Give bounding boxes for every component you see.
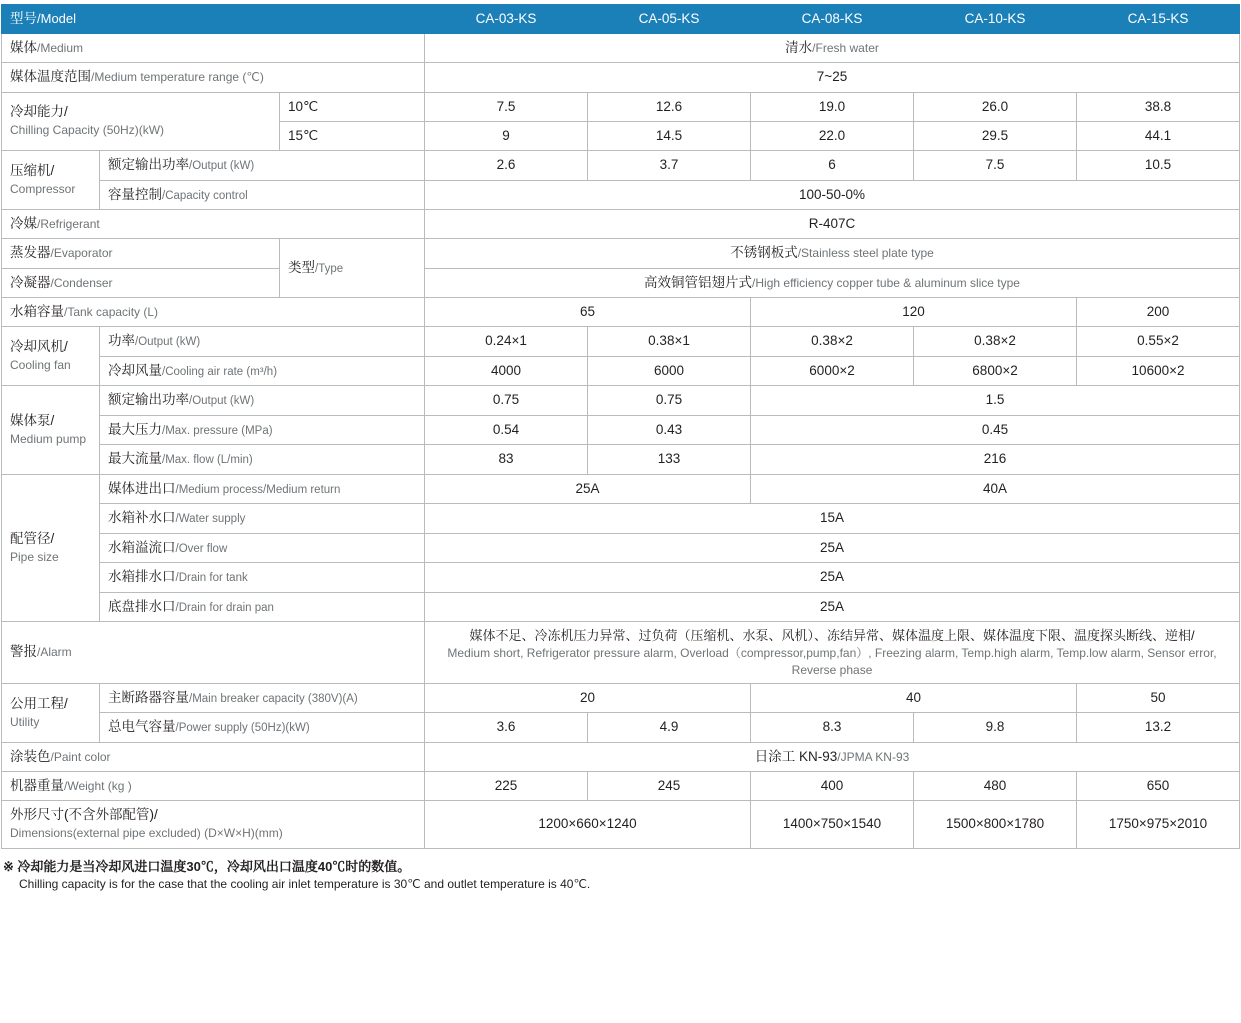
row-label-condenser-cn: 冷凝器 (10, 274, 51, 290)
value-air-rate-5: 10600×2 (1077, 356, 1240, 386)
footnote-cn: 冷却能力是当冷却风进口温度30℃，冷却风出口温度40℃时的数值。 (17, 858, 411, 874)
value-medium-process-2: 40A (751, 474, 1240, 504)
row-sublabel-capacity-control-en: /Capacity control (162, 189, 248, 202)
value-air-rate-4: 6800×2 (914, 356, 1077, 386)
row-sublabel-fan-output-cn: 功率 (108, 333, 135, 348)
specification-table (1, 4, 1240, 849)
value-alarm-en: Medium short, Refrigerator pressure alarm, Overload（compressor,pump,fan）, Freezing alarm, Temp.high alarm, Temp.low alarm, Sensor error, Reverse phase (447, 646, 1217, 677)
value-over-flow: 25A (425, 533, 1240, 563)
value-main-breaker-3: 50 (1077, 683, 1240, 713)
row-label-compressor-cn: 压缩机/ (10, 162, 55, 178)
value-chilling-15c-1: 9 (425, 121, 588, 150)
table-row (2, 63, 1240, 92)
row-sublabel-power-supply-en: /Power supply (50Hz)(kW) (175, 722, 310, 735)
value-paint-color-en: /JPMA KN-93 (837, 749, 910, 764)
row-label-cooling-fan (2, 327, 100, 386)
row-label-dimensions-en: Dimensions(external pipe excluded) (D×W×H)(mm) (10, 826, 283, 841)
value-power-supply-2: 4.9 (588, 713, 751, 743)
row-sublabel-max-flow-en: /Max. flow (L/min) (162, 454, 253, 467)
footnote (3, 856, 1239, 891)
row-sublabel-power-supply-cn: 总电气容量 (108, 719, 176, 735)
table-row (2, 445, 1240, 475)
row-label-tank-capacity (2, 297, 425, 326)
value-paint-color-cn: 日涂工 KN-93 (754, 748, 838, 764)
value-main-breaker-1: 20 (425, 683, 751, 713)
value-medium (425, 34, 1240, 63)
row-label-compressor-en: Compressor (10, 182, 76, 197)
row-label-paint-color-en: /Paint color (50, 749, 111, 764)
model-col-2: CA-05-KS (588, 5, 751, 34)
row-sublabel-main-breaker-cn: 主断路器容量 (108, 689, 189, 705)
value-evaporator-type-en: /Stainless steel plate type (797, 246, 934, 261)
value-medium-en: /Fresh water (812, 41, 879, 56)
value-fan-output-3: 0.38×2 (751, 327, 914, 357)
row-label-cooling-fan-cn: 冷却风机/ (10, 338, 68, 354)
value-fan-output-4: 0.38×2 (914, 327, 1077, 357)
value-medium-cn: 清水 (785, 40, 813, 56)
value-chilling-15c-3: 22.0 (751, 121, 914, 150)
row-sublabel-10c: 10℃ (280, 92, 425, 121)
row-label-alarm-cn: 警报 (10, 644, 37, 660)
row-label-pipe-size-en: Pipe size (10, 549, 59, 564)
row-sublabel-medium-process-cn: 媒体进出口 (108, 480, 176, 496)
row-sublabel-water-supply (100, 504, 425, 534)
value-chilling-15c-4: 29.5 (914, 121, 1077, 150)
row-sublabel-pump-output-cn: 额定输出功率 (108, 392, 189, 408)
row-label-refrigerant-en: /Refrigerant (37, 217, 100, 232)
row-sublabel-drain-pan (100, 592, 425, 622)
row-label-model-cn: 型号 (10, 11, 37, 26)
value-condenser-type-cn: 高效铜管铝翅片式 (644, 274, 753, 290)
row-sublabel-capacity-control-cn: 容量控制 (108, 186, 162, 202)
row-label-dimensions-cn: 外形尺寸(不含外部配管)/ (10, 807, 158, 823)
value-alarm (425, 622, 1240, 684)
value-pump-output-3: 1.5 (751, 386, 1240, 416)
value-tank-capacity-2: 120 (751, 297, 1077, 326)
row-label-pipe-size-cn: 配管径/ (10, 530, 55, 546)
row-label-evaporator-en: /Evaporator (50, 246, 113, 261)
value-pump-output-2: 0.75 (588, 386, 751, 416)
value-max-flow-3: 216 (751, 445, 1240, 475)
row-label-medium-temp-range (2, 63, 425, 92)
table-row (2, 801, 1240, 848)
table-row (2, 533, 1240, 563)
table-row (2, 415, 1240, 445)
footnote-marker: ※ (3, 858, 14, 874)
value-fan-output-5: 0.55×2 (1077, 327, 1240, 357)
table-row (2, 356, 1240, 386)
value-condenser-type (425, 268, 1240, 297)
value-medium-process-1: 25A (425, 474, 751, 504)
row-sublabel-air-rate-cn: 冷却风量 (108, 362, 162, 378)
table-row (2, 386, 1240, 416)
row-sublabel-max-flow (100, 445, 425, 475)
row-sublabel-fan-output-en: /Output (kW) (135, 336, 201, 348)
row-label-refrigerant (2, 210, 425, 239)
row-label-utility (2, 683, 100, 742)
table-row (2, 327, 1240, 357)
table-header-row (2, 5, 1240, 34)
row-label-medium-en: /Medium (37, 41, 84, 56)
value-medium-temp-range: 7~25 (425, 63, 1240, 92)
value-condenser-type-en: /High efficiency copper tube & aluminum slice type (752, 275, 1020, 290)
row-label-refrigerant-cn: 冷媒 (10, 216, 37, 232)
row-label-medium-pump (2, 386, 100, 475)
row-label-paint-color (2, 742, 425, 771)
spec-sheet (0, 4, 1241, 891)
value-weight-1: 225 (425, 772, 588, 801)
row-sublabel-compressor-output-en: /Output (kW) (189, 160, 255, 173)
row-label-medium-temp-range-cn: 媒体温度范围 (10, 69, 91, 85)
table-row (2, 504, 1240, 534)
row-label-chilling-capacity-cn: 冷却能力/ (10, 104, 68, 120)
row-label-alarm-en: /Alarm (37, 645, 72, 660)
value-compressor-output-2: 3.7 (588, 151, 751, 181)
row-label-weight-cn: 机器重量 (10, 778, 64, 793)
row-label-cooling-fan-en: Cooling fan (10, 358, 71, 373)
row-sublabel-type-en: /Type (315, 262, 344, 275)
value-capacity-control: 100-50-0% (425, 180, 1240, 210)
row-sublabel-compressor-output-cn: 额定输出功率 (108, 157, 189, 173)
model-col-4: CA-10-KS (914, 5, 1077, 34)
row-sublabel-max-pressure-en: /Max. pressure (MPa) (162, 424, 273, 437)
value-drain-pan: 25A (425, 592, 1240, 622)
row-sublabel-type (280, 239, 425, 297)
value-fan-output-1: 0.24×1 (425, 327, 588, 357)
value-max-flow-1: 83 (425, 445, 588, 475)
value-power-supply-3: 8.3 (751, 713, 914, 743)
row-sublabel-over-flow (100, 533, 425, 563)
value-weight-3: 400 (751, 772, 914, 801)
value-chilling-10c-5: 38.8 (1077, 92, 1240, 121)
row-sublabel-drain-pan-en: /Drain for drain pan (175, 601, 274, 614)
value-max-pressure-3: 0.45 (751, 415, 1240, 445)
row-sublabel-pump-output (100, 386, 425, 416)
table-row (2, 563, 1240, 593)
row-label-weight (2, 772, 425, 801)
row-sublabel-over-flow-cn: 水箱溢流口 (108, 539, 176, 555)
footnote-en: Chilling capacity is for the case that the cooling air inlet temperature is 30℃ and outlet temperature is 40℃. (19, 876, 591, 891)
value-weight-5: 650 (1077, 772, 1240, 801)
row-label-alarm (2, 622, 425, 684)
row-sublabel-max-pressure-cn: 最大压力 (108, 421, 162, 437)
value-power-supply-4: 9.8 (914, 713, 1077, 743)
row-label-condenser-en: /Condenser (50, 275, 113, 290)
row-sublabel-type-cn: 类型 (288, 259, 315, 275)
model-col-3: CA-08-KS (751, 5, 914, 34)
model-col-5: CA-15-KS (1077, 5, 1240, 34)
row-label-medium (2, 34, 425, 63)
row-sublabel-air-rate (100, 356, 425, 386)
row-sublabel-medium-process (100, 474, 425, 504)
table-row (2, 92, 1240, 121)
row-sublabel-water-supply-cn: 水箱补水口 (108, 510, 176, 526)
value-max-pressure-1: 0.54 (425, 415, 588, 445)
value-tank-capacity-1: 65 (425, 297, 751, 326)
row-sublabel-drain-tank-en: /Drain for tank (175, 572, 248, 585)
value-weight-4: 480 (914, 772, 1077, 801)
value-compressor-output-4: 7.5 (914, 151, 1077, 181)
value-compressor-output-1: 2.6 (425, 151, 588, 181)
row-sublabel-compressor-output (100, 151, 425, 181)
row-sublabel-drain-tank-cn: 水箱排水口 (108, 569, 176, 585)
row-sublabel-capacity-control (100, 180, 425, 210)
value-main-breaker-2: 40 (751, 683, 1077, 713)
row-label-chilling-capacity-en: Chilling Capacity (50Hz)(kW) (10, 123, 165, 138)
table-row (2, 474, 1240, 504)
row-sublabel-medium-process-en: /Medium process/Medium return (175, 483, 341, 496)
value-tank-capacity-3: 200 (1077, 297, 1240, 326)
table-row (2, 622, 1240, 684)
value-compressor-output-3: 6 (751, 151, 914, 181)
value-compressor-output-5: 10.5 (1077, 151, 1240, 181)
row-label-compressor (2, 151, 100, 210)
row-sublabel-water-supply-en: /Water supply (175, 513, 246, 526)
value-dimensions-3: 1500×800×1780 (914, 801, 1077, 848)
value-dimensions-1: 1200×660×1240 (425, 801, 751, 848)
row-label-model (2, 5, 425, 34)
row-sublabel-15c: 15℃ (280, 121, 425, 150)
value-chilling-15c-2: 14.5 (588, 121, 751, 150)
table-row (2, 239, 1240, 268)
row-sublabel-main-breaker (100, 683, 425, 713)
value-chilling-10c-4: 26.0 (914, 92, 1077, 121)
value-paint-color (425, 742, 1240, 771)
row-label-evaporator (2, 239, 280, 268)
row-label-evaporator-cn: 蒸发器 (10, 245, 51, 261)
value-chilling-10c-1: 7.5 (425, 92, 588, 121)
row-label-model-en: /Model (37, 11, 77, 26)
value-chilling-15c-5: 44.1 (1077, 121, 1240, 150)
row-label-pipe-size (2, 474, 100, 622)
row-label-paint-color-cn: 涂装色 (10, 748, 51, 764)
row-label-dimensions (2, 801, 425, 848)
value-evaporator-type (425, 239, 1240, 268)
table-row (2, 151, 1240, 181)
row-sublabel-over-flow-en: /Over flow (175, 542, 228, 555)
row-label-tank-capacity-cn: 水箱容量 (10, 303, 64, 319)
row-sublabel-power-supply (100, 713, 425, 743)
table-row (2, 592, 1240, 622)
table-row (2, 713, 1240, 743)
row-label-condenser (2, 268, 280, 297)
row-sublabel-max-pressure (100, 415, 425, 445)
value-chilling-10c-2: 12.6 (588, 92, 751, 121)
row-label-medium-cn: 媒体 (10, 40, 37, 56)
row-label-utility-cn: 公用工程/ (10, 695, 68, 711)
value-alarm-cn: 媒体不足、冷冻机压力异常、过负荷（压缩机、水泵、风机）、冻结异常、媒体温度上限、媒体温度下限、温度探头断线、逆相/ (469, 628, 1195, 644)
table-row (2, 772, 1240, 801)
value-dimensions-2: 1400×750×1540 (751, 801, 914, 848)
row-sublabel-main-breaker-en: /Main breaker capacity (380V)(A) (189, 692, 358, 705)
value-max-pressure-2: 0.43 (588, 415, 751, 445)
row-sublabel-fan-output (100, 327, 425, 357)
table-row (2, 297, 1240, 326)
table-row (2, 742, 1240, 771)
value-drain-tank: 25A (425, 563, 1240, 593)
table-row (2, 268, 1240, 297)
value-dimensions-4: 1750×975×2010 (1077, 801, 1240, 848)
value-power-supply-1: 3.6 (425, 713, 588, 743)
table-row (2, 34, 1240, 63)
row-label-chilling-capacity (2, 92, 280, 150)
row-sublabel-max-flow-cn: 最大流量 (108, 451, 162, 467)
table-row (2, 180, 1240, 210)
row-sublabel-pump-output-en: /Output (kW) (189, 395, 255, 408)
value-refrigerant: R-407C (425, 210, 1240, 239)
table-row (2, 210, 1240, 239)
table-row (2, 683, 1240, 713)
value-evaporator-type-cn: 不锈钢板式 (730, 245, 798, 261)
row-sublabel-drain-tank (100, 563, 425, 593)
value-weight-2: 245 (588, 772, 751, 801)
value-air-rate-1: 4000 (425, 356, 588, 386)
row-label-utility-en: Utility (10, 714, 40, 729)
row-sublabel-air-rate-en: /Cooling air rate (m³/h) (162, 365, 278, 378)
row-label-weight-en: /Weight (kg ) (64, 779, 132, 793)
value-max-flow-2: 133 (588, 445, 751, 475)
value-air-rate-2: 6000 (588, 356, 751, 386)
value-power-supply-5: 13.2 (1077, 713, 1240, 743)
value-chilling-10c-3: 19.0 (751, 92, 914, 121)
row-label-medium-pump-en: Medium pump (10, 431, 87, 446)
value-pump-output-1: 0.75 (425, 386, 588, 416)
model-col-1: CA-03-KS (425, 5, 588, 34)
row-label-medium-temp-range-en: /Medium temperature range (℃) (91, 70, 264, 85)
value-air-rate-3: 6000×2 (751, 356, 914, 386)
row-label-tank-capacity-en: /Tank capacity (L) (64, 304, 159, 319)
value-water-supply: 15A (425, 504, 1240, 534)
value-fan-output-2: 0.38×1 (588, 327, 751, 357)
row-sublabel-drain-pan-cn: 底盘排水口 (108, 598, 176, 614)
row-label-medium-pump-cn: 媒体泵/ (10, 412, 55, 428)
